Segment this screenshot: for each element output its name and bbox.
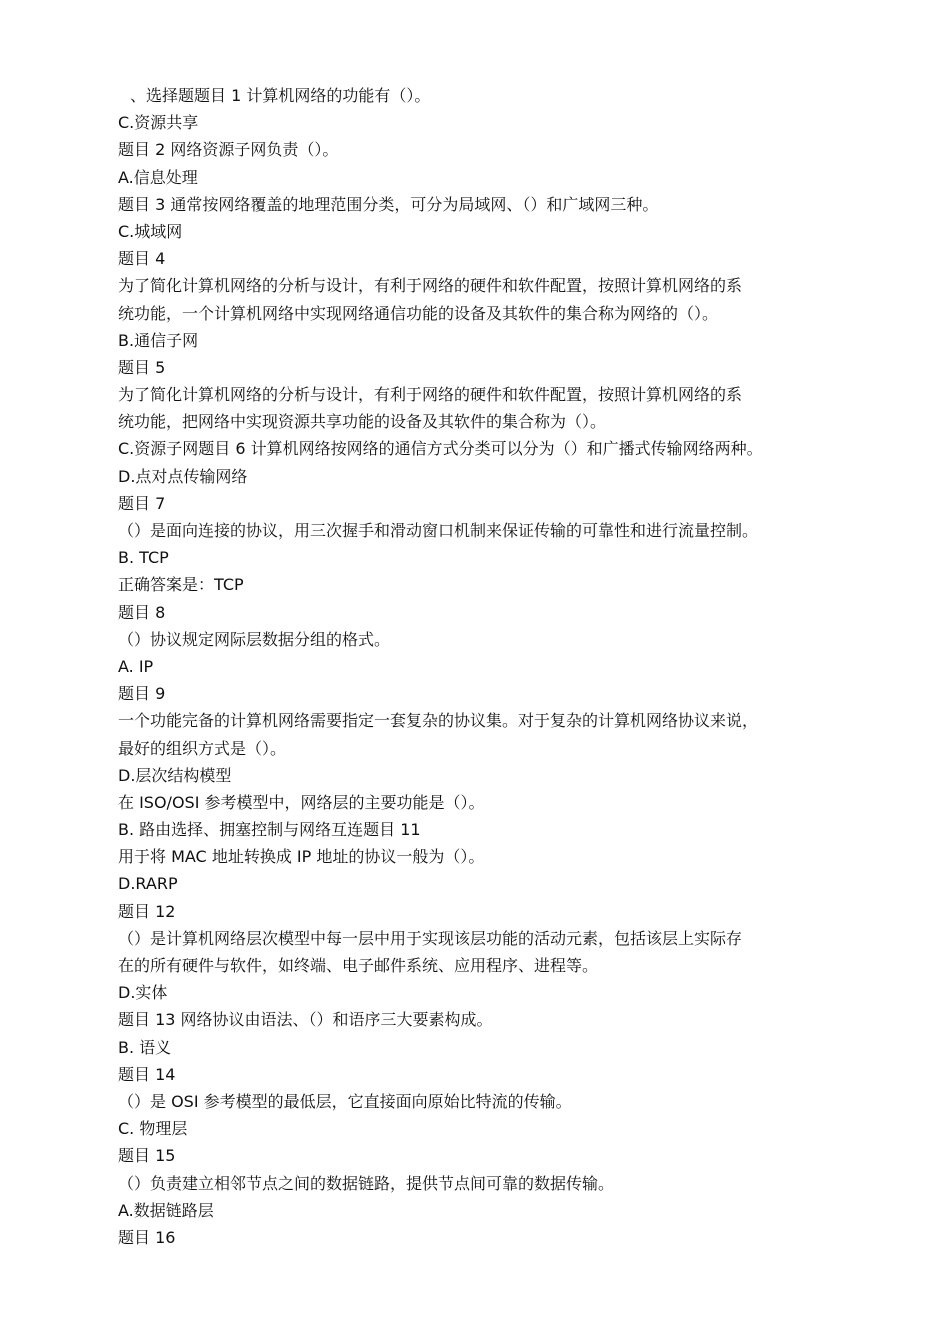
text-line: 在的所有硬件与软件，如终端、电子邮件系统、应用程序、进程等。 xyxy=(118,956,599,975)
text-line: （）负责建立相邻节点之间的数据链路，提供节点间可靠的数据传输。 xyxy=(118,1173,615,1193)
text-line: C.资源共享 xyxy=(118,113,199,133)
text-line: A. IP xyxy=(118,656,154,676)
text-line: 最好的组织方式是（）。 xyxy=(118,738,287,758)
text-line: A.信息处理 xyxy=(118,167,198,187)
text-line: （）是 OSI 参考模型的最低层，它直接面向原始比特流的传输。 xyxy=(118,1091,572,1111)
text-line: B. 路由选择、拥塞控制与网络互连题目 11 xyxy=(118,820,421,840)
text-line: 、选择题题目 1 计算机网络的功能有（）。 xyxy=(130,86,431,105)
text-line: C. 物理层 xyxy=(118,1119,188,1139)
text-line: 题目 2 网络资源子网负责（）。 xyxy=(118,140,339,160)
text-line: 题目 12 xyxy=(118,901,176,921)
text-line: 一个功能完备的计算机网络需要指定一套复杂的协议集。对于复杂的计算机网络协议来说， xyxy=(118,711,759,731)
text-line: 用于将 MAC 地址转换成 IP 地址的协议一般为（）。 xyxy=(118,847,485,867)
text-line: C.城域网 xyxy=(118,221,183,241)
text-line: 为了简化计算机网络的分析与设计，有利于网络的硬件和软件配置，按照计算机网络的系 xyxy=(118,385,743,405)
text-line: 题目 7 xyxy=(118,493,166,513)
text-line: B. TCP xyxy=(118,548,169,568)
text-line: 统功能，一个计算机网络中实现网络通信功能的设备及其软件的集合称为网络的（）。 xyxy=(118,303,719,323)
text-line: B. 语义 xyxy=(118,1037,172,1057)
text-line: D.RARP xyxy=(118,874,178,894)
text-line: 题目 16 xyxy=(118,1227,176,1247)
text-line: 题目 9 xyxy=(118,684,166,704)
text-line: D.实体 xyxy=(118,983,168,1003)
text-line: 正确答案是：TCP xyxy=(118,575,244,595)
text-line: 在 ISO/OSI 参考模型中，网络层的主要功能是（）。 xyxy=(118,792,485,812)
text-line: 题目 14 xyxy=(118,1064,176,1084)
text-line: 题目 5 xyxy=(118,357,166,377)
text-line: A.数据链路层 xyxy=(118,1200,214,1220)
text-line: （）协议规定网际层数据分组的格式。 xyxy=(118,629,391,649)
text-line: （）是面向连接的协议，用三次握手和滑动窗口机制来保证传输的可靠性和进行流量控制。 xyxy=(118,521,759,540)
text-line: 统功能，把网络中实现资源共享功能的设备及其软件的集合称为（）。 xyxy=(118,412,607,432)
text-line: B.通信子网 xyxy=(118,330,199,350)
text-line: D.层次结构模型 xyxy=(118,765,232,785)
text-line: D.点对点传输网络 xyxy=(118,466,248,486)
text-line: 题目 4 xyxy=(118,249,166,269)
document-page xyxy=(118,82,832,1251)
text-line: 题目 15 xyxy=(118,1146,176,1166)
text-line: 为了简化计算机网络的分析与设计，有利于网络的硬件和软件配置，按照计算机网络的系 xyxy=(118,276,743,296)
text-line: 题目 13 网络协议由语法、（）和语序三大要素构成。 xyxy=(118,1010,493,1030)
text-line: 题目 8 xyxy=(118,602,166,622)
text-line: C.资源子网题目 6 计算机网络按网络的通信方式分类可以分为（）和广播式传输网络两种。 xyxy=(118,439,763,459)
text-line: （）是计算机网络层次模型中每一层中用于实现该层功能的活动元素，包括该层上实际存 xyxy=(118,928,743,948)
text-line: 题目 3 通常按网络覆盖的地理范围分类，可分为局域网、（）和广域网三种。 xyxy=(118,194,659,214)
